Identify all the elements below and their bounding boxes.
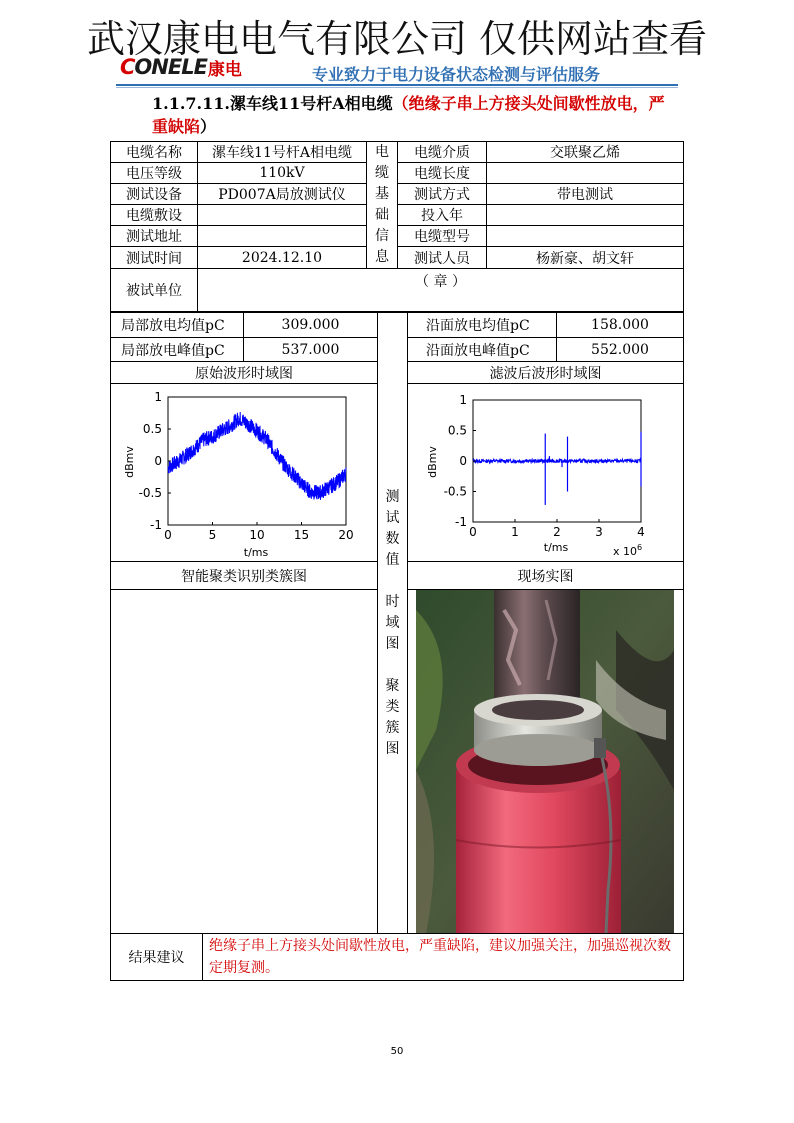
filtered-wave-title: 滤波后波形时域图 [407, 361, 684, 384]
raw-xlabel: t/ms [243, 546, 269, 559]
site-photo-drawing [416, 590, 674, 933]
value-laying [197, 204, 367, 226]
value-time: 2024.12.10 [197, 246, 367, 269]
x-tick-label: 10 [249, 528, 265, 542]
company-logo: CONELE 康电 [120, 55, 242, 80]
x-tick-label: 15 [293, 528, 310, 542]
x-tick-label: 0 [469, 525, 477, 539]
seal-text: （ 章 ） [415, 274, 466, 290]
y-tick-label: -0.5 [443, 484, 467, 499]
value-medium: 交联聚乙烯 [486, 141, 684, 163]
label-staff: 测试人员 [397, 246, 487, 269]
label-sf-peak: 沿面放电峰值pC [407, 337, 557, 362]
x-tick-label: 4 [637, 525, 645, 539]
header-rule-thin [116, 87, 678, 88]
raw-plot-frame [168, 397, 346, 525]
result-text: 绝缘子串上方接头处间歇性放电，严重缺陷，建议加强关注，加强巡视次数定期复测。 [202, 933, 684, 981]
site-photo [416, 590, 674, 933]
section-title: 1.1.7.11.漯车线11号杆A相电缆（绝缘子串上方接头处间歇性放电，严重缺陷） [152, 94, 665, 136]
photo-title: 现场实图 [407, 561, 684, 590]
label-voltage: 电压等级 [110, 162, 198, 184]
label-cable-name: 电缆名称 [110, 141, 198, 163]
info-vertical-label: 电 缆 基 础 信 息 [366, 141, 398, 269]
value-sf-peak: 552.000 [556, 337, 684, 362]
y-tick-label: 0.5 [447, 423, 467, 438]
value-device: PD007A局放测试仪 [197, 183, 367, 205]
raw-ylabel: dBmv [123, 446, 136, 478]
header-rule [116, 84, 678, 86]
cluster-chart-area [110, 589, 378, 934]
value-address [197, 225, 367, 247]
label-result: 结果建议 [110, 933, 203, 981]
value-model [486, 225, 684, 247]
value-method: 带电测试 [486, 183, 684, 205]
filtered-ylabel: dBmv [426, 446, 439, 478]
label-time: 测试时间 [110, 246, 198, 269]
y-tick-label: 1 [154, 390, 162, 404]
filtered-x-exponent: x $10^6$ [613, 543, 643, 558]
value-staff: 杨新豪、胡文轩 [486, 246, 684, 269]
label-device: 测试设备 [110, 183, 198, 205]
value-year [486, 204, 684, 226]
value-length [486, 162, 684, 184]
x-tick-label: 0 [164, 528, 172, 542]
watermark-text: 武汉康电电气有限公司 仅供网站查看 [86, 17, 708, 61]
raw-wave-chart-box [110, 383, 378, 562]
label-method: 测试方式 [397, 183, 487, 205]
y-tick-label: -1 [150, 518, 162, 532]
value-pd-peak: 537.000 [243, 337, 378, 362]
filtered-xlabel: t/ms [543, 541, 569, 554]
y-tick-label: 0 [459, 454, 467, 468]
cluster-title: 智能聚类识别类簇图 [110, 561, 378, 590]
y-tick-label: 0 [154, 454, 162, 468]
value-sf-avg: 158.000 [556, 312, 684, 338]
y-tick-label: -0.5 [138, 486, 162, 500]
x-tick-label: 2 [553, 525, 561, 539]
page-number: 50 [390, 1046, 404, 1057]
filtered-wave-chart [408, 384, 683, 561]
value-unit [197, 268, 684, 312]
label-model: 电缆型号 [397, 225, 487, 247]
company-slogan: 专业致力于电力设备状态检测与评估服务 [312, 65, 601, 84]
label-year: 投入年 [397, 204, 487, 226]
raw-wave-chart [111, 384, 377, 561]
value-voltage: 110kV [197, 162, 367, 184]
label-address: 测试地址 [110, 225, 198, 247]
value-cable-name: 漯车线11号杆A相电缆 [197, 141, 367, 163]
label-unit: 被试单位 [110, 268, 198, 312]
label-length: 电缆长度 [397, 162, 487, 184]
value-pd-avg: 309.000 [243, 312, 378, 338]
y-tick-label: 1 [459, 393, 467, 407]
label-medium: 电缆介质 [397, 141, 487, 163]
x-tick-label: 5 [208, 528, 217, 542]
x-tick-label: 1 [511, 525, 519, 539]
label-pd-avg: 局部放电均值pC [110, 312, 244, 338]
y-tick-label: 0.5 [142, 422, 162, 436]
measure-vertical-label: 测 试 数 值 时 域 图 聚 类 簇 图 [377, 312, 408, 934]
label-laying: 电缆敷设 [110, 204, 198, 226]
label-sf-avg: 沿面放电均值pC [407, 312, 557, 338]
y-tick-label: -1 [455, 515, 467, 529]
x-tick-label: 3 [595, 525, 603, 539]
raw-wave-title: 原始波形时域图 [110, 361, 378, 384]
filtered-wave-chart-box [407, 383, 684, 562]
label-pd-peak: 局部放电峰值pC [110, 337, 244, 362]
x-tick-label: 20 [338, 528, 354, 542]
